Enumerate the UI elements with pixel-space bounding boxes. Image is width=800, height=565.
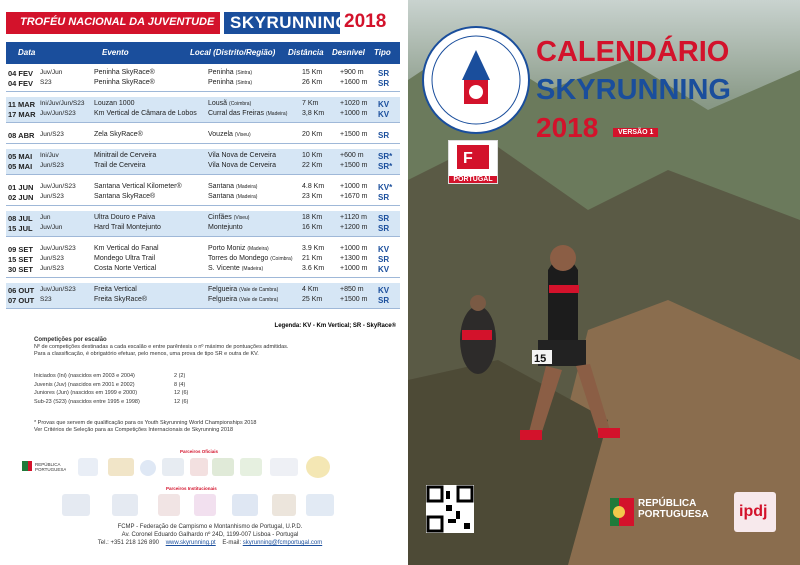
event-date: 11 MAR xyxy=(8,100,36,109)
republica-logo xyxy=(22,458,66,474)
header-year: 2018 xyxy=(344,11,387,32)
svg-text:REPÚBLICA: REPÚBLICA xyxy=(35,462,61,467)
event-distance: 26 Km xyxy=(302,79,323,86)
table-row xyxy=(6,296,400,306)
footer-contacts xyxy=(60,539,360,547)
partner-logo xyxy=(240,458,262,476)
event-distance: 3.6 Km xyxy=(302,265,325,272)
location-region: (Coimbra) xyxy=(229,101,252,107)
level-value: 12 (6) xyxy=(174,398,189,405)
event-location xyxy=(208,265,263,272)
event-location xyxy=(208,214,249,221)
event-distance: 21 Km xyxy=(302,255,323,262)
event-distance: 7 Km xyxy=(302,100,319,107)
location-region: (Sintra) xyxy=(235,70,253,76)
table-row xyxy=(6,224,400,234)
email-label: E-mail: xyxy=(222,540,242,546)
footer-org: FCMP - Federação de Campismo e Montanhismo de Portugal, U.P.D. xyxy=(117,524,303,530)
location-region: (Madeira) xyxy=(265,111,288,117)
event-elevation: +1500 m xyxy=(340,131,368,138)
level-item xyxy=(34,381,204,390)
level-value: 2 (2) xyxy=(174,373,186,379)
col-distancia: Distância xyxy=(288,48,324,57)
location-name: Felgueira xyxy=(208,296,238,303)
table-row xyxy=(6,131,400,141)
notes xyxy=(34,420,256,434)
event-elevation: +1600 m xyxy=(340,79,368,86)
level-label: Sub-23 (S23) (nascidos entre 1995 e 1998) xyxy=(34,398,140,405)
event-name: Louzan 1000 xyxy=(94,100,135,107)
competition-line: Para a classificação, é obrigatório efetuar, pelo menos, uma prova de tipo SR e outra de KV. xyxy=(34,351,259,357)
location-region: (Vale de Cambra) xyxy=(239,287,279,293)
event-date: 07 OUT xyxy=(8,296,35,305)
event-elevation: +1300 m xyxy=(340,255,368,262)
skyrunning-brand: SKYRUNNING xyxy=(224,12,340,34)
email-link[interactable]: skyrunning@fcmportugal.com xyxy=(242,540,323,546)
event-name: Trail de Cerveira xyxy=(94,162,146,169)
partner-logo xyxy=(158,494,180,516)
level-label: Juniores (Jun) (nascidos em 1999 e 2000) xyxy=(34,390,138,396)
event-elevation: +1670 m xyxy=(340,193,368,200)
location-name: Montejunto xyxy=(208,224,243,231)
note-line: Ver Critérios de Seleção para as Competições Internacionais de Skyrunning 2018 xyxy=(34,427,234,433)
table-row xyxy=(6,265,400,275)
cover-title-year: 2018 xyxy=(536,112,599,143)
event-type: KV xyxy=(378,100,390,109)
fcmp-portugal-logo xyxy=(448,140,498,184)
location-name: Peninha xyxy=(208,79,234,86)
event-date: 17 MAR xyxy=(8,110,36,119)
event-category: Ini/Juv/Jun/S23 xyxy=(40,100,85,107)
event-category: Juv/Jun/S23 xyxy=(40,245,76,252)
location-name: Cinfães xyxy=(208,214,232,221)
table-row xyxy=(6,69,400,79)
partner-logo xyxy=(194,494,216,516)
event-group xyxy=(6,128,400,144)
event-name: Minitrail de Cerveira xyxy=(94,152,157,159)
note-line: * Provas que servem de qualificação para os Youth Skyrunning World Championships 2018 xyxy=(34,420,257,426)
event-date: 08 ABR xyxy=(8,131,35,140)
event-name: Zela SkyRace® xyxy=(94,131,143,138)
footer-address: Av. Coronel Eduardo Galhardo nº 24D, 1199-007 Lisboa - Portugal xyxy=(121,532,299,538)
event-elevation: +1020 m xyxy=(340,100,368,107)
qr-code[interactable] xyxy=(426,485,474,533)
event-distance: 20 Km xyxy=(302,131,323,138)
event-type: SR xyxy=(378,296,390,305)
event-category: Jun/S23 xyxy=(40,193,64,200)
event-date: 06 OUT xyxy=(8,286,35,295)
event-group xyxy=(6,242,400,278)
partner-logo xyxy=(306,456,330,478)
event-date: 04 FEV xyxy=(8,69,34,78)
event-category: S23 xyxy=(40,296,52,303)
event-elevation: +1000 m xyxy=(340,183,368,190)
event-date: 08 JUL xyxy=(8,214,33,223)
event-category: Juv/Jun/S23 xyxy=(40,110,76,117)
event-category: Jun/S23 xyxy=(40,162,64,169)
table-row xyxy=(6,162,400,172)
event-location xyxy=(208,245,269,252)
event-name: Hard Trail Montejunto xyxy=(94,224,161,231)
event-type: KV xyxy=(378,245,390,254)
ipdj-logo xyxy=(734,492,776,532)
event-distance: 23 Km xyxy=(302,193,323,200)
event-name: Costa Norte Vertical xyxy=(94,265,157,272)
location-region: (Madeira) xyxy=(241,266,264,272)
event-category: Jun/S23 xyxy=(40,131,64,138)
event-type: KV xyxy=(378,286,390,295)
partner-logo xyxy=(212,458,234,476)
event-name: Peninha SkyRace® xyxy=(94,79,155,86)
event-location xyxy=(208,162,276,169)
rp-line: REPÚBLICA xyxy=(638,498,697,509)
bib-number: 15 xyxy=(534,353,547,365)
partner-logo xyxy=(272,494,296,516)
event-elevation: +1500 m xyxy=(340,296,368,303)
event-type: KV xyxy=(378,265,390,274)
table-row xyxy=(6,214,400,224)
event-distance: 3.9 Km xyxy=(302,245,325,252)
event-name: Santana SkyRace® xyxy=(94,193,156,200)
event-category: Juv/Jun/S23 xyxy=(40,286,76,293)
event-location xyxy=(208,79,252,86)
fcmp-seal-logo xyxy=(422,26,530,134)
event-name: Km Vertical de Câmara de Lobos xyxy=(94,110,197,117)
event-category: Jun/S23 xyxy=(40,255,64,262)
event-distance: 4 Km xyxy=(302,286,319,293)
col-data: Data xyxy=(18,48,36,57)
republica-emblem xyxy=(610,498,634,528)
col-tipo: Tipo xyxy=(374,48,391,57)
event-name: Mondego Ultra Trail xyxy=(94,255,156,262)
republica-text xyxy=(638,498,709,520)
fcmp-label: PORTUGAL xyxy=(449,176,497,183)
cover-panel xyxy=(408,0,800,565)
location-name: Santana xyxy=(208,193,235,200)
level-value: 12 (6) xyxy=(174,390,189,396)
event-location xyxy=(208,131,251,138)
event-name: Freita Vertical xyxy=(94,286,137,293)
location-name: Lousã xyxy=(208,100,228,107)
event-distance: 10 Km xyxy=(302,152,323,159)
event-type: KV xyxy=(378,110,390,119)
location-name: Peninha xyxy=(208,69,234,76)
event-group xyxy=(6,283,400,309)
event-type: SR xyxy=(378,214,390,223)
event-group xyxy=(6,66,400,92)
event-location xyxy=(208,69,252,76)
location-region: (Madeira) xyxy=(247,246,269,252)
event-type: SR xyxy=(378,255,390,264)
event-date: 01 JUN xyxy=(8,183,34,192)
institutional-partners-title: Parceiros Institucionais xyxy=(166,486,217,491)
event-location xyxy=(208,183,257,190)
location-name: Porto Moniz xyxy=(208,245,246,252)
location-region: (Madeira) xyxy=(236,194,258,200)
location-name: Vila Nova de Cerveira xyxy=(208,162,276,169)
footer-tel: Tel.: +351 218 126 890 xyxy=(97,540,160,546)
event-distance: 22 Km xyxy=(302,162,323,169)
event-category: Juv/Jun xyxy=(40,224,63,231)
event-location xyxy=(208,152,276,159)
partner-logo xyxy=(232,494,258,516)
event-elevation: +1000 m xyxy=(340,245,368,252)
event-date: 05 MAI xyxy=(8,152,33,161)
legend: Legenda: KV - Km Vertical; SR - SkyRace® xyxy=(274,323,396,329)
partner-logo xyxy=(62,494,90,516)
table-row xyxy=(6,183,400,193)
event-location xyxy=(208,286,278,293)
event-category: Juv/Jun xyxy=(40,69,63,76)
table-row xyxy=(6,152,400,162)
event-location xyxy=(208,224,243,231)
table-row xyxy=(6,100,400,110)
event-type: SR xyxy=(378,224,390,233)
event-elevation: +850 m xyxy=(340,286,364,293)
event-group xyxy=(6,97,400,123)
event-distance: 4.8 Km xyxy=(302,183,325,190)
partner-logo xyxy=(306,494,334,516)
level-label: Iniciados (Ini) (nascidos em 2003 e 2004) xyxy=(34,373,135,379)
table-row xyxy=(6,255,400,265)
event-elevation: +1500 m xyxy=(340,162,368,169)
location-region: (Viseu) xyxy=(234,132,251,138)
event-type: SR xyxy=(378,79,390,88)
official-partners-title: Parceiros Oficiais xyxy=(180,449,219,454)
partner-logo xyxy=(108,458,134,476)
partner-logo xyxy=(270,458,298,476)
event-name: Km Vertical do Fanal xyxy=(94,245,159,252)
partner-logo xyxy=(190,458,208,476)
website-link[interactable]: www.skyrunning.pt xyxy=(165,540,216,546)
event-name: Ultra Douro e Paiva xyxy=(94,214,156,221)
event-category: Ini/Juv xyxy=(40,152,59,159)
footer xyxy=(60,523,360,547)
table-row xyxy=(6,286,400,296)
event-distance: 3,8 Km xyxy=(302,110,325,117)
partner-logo xyxy=(162,458,184,476)
event-name: Freita SkyRace® xyxy=(94,296,148,303)
competition-title: Competições por escalão xyxy=(34,337,107,343)
event-date: 15 JUL xyxy=(8,224,33,233)
table-header xyxy=(6,42,400,64)
level-label: Juvenis (Juv) (nascidos em 2001 e 2002) xyxy=(34,381,135,388)
event-type: SR xyxy=(378,131,390,140)
event-date: 02 JUN xyxy=(8,193,34,202)
location-region: (Sintra) xyxy=(235,80,253,86)
event-distance: 25 Km xyxy=(302,296,323,303)
event-type: SR xyxy=(378,69,390,78)
event-type: KV* xyxy=(378,183,393,192)
location-name: Santana xyxy=(208,183,235,190)
event-distance: 15 Km xyxy=(302,69,323,76)
competition-block xyxy=(34,337,288,358)
event-type: SR* xyxy=(378,152,393,161)
event-category: Juv/Jun/S23 xyxy=(40,183,76,190)
table-row xyxy=(6,245,400,255)
svg-text:F: F xyxy=(463,150,473,167)
event-location xyxy=(208,110,287,117)
event-distance: 16 Km xyxy=(302,224,323,231)
calendar-header xyxy=(6,12,394,34)
event-name: Santana Vertical Kilometer® xyxy=(94,183,182,190)
event-location xyxy=(208,296,278,303)
col-local: Local (Distrito/Região) xyxy=(190,48,276,57)
level-item xyxy=(34,389,204,398)
event-category: Jun/S23 xyxy=(40,265,64,272)
event-type: SR xyxy=(378,193,390,202)
col-evento: Evento xyxy=(102,48,129,57)
partner-logo xyxy=(140,460,156,476)
event-date: 04 FEV xyxy=(8,79,34,88)
event-date: 09 SET xyxy=(8,245,34,254)
partner-logo xyxy=(112,494,138,516)
svg-text:ipdj: ipdj xyxy=(739,503,768,520)
location-region: (Vale de Cambra) xyxy=(239,297,279,303)
competition-line: Nº de competições destinadas a cada escalão e entre parêntesis o nº máximo de pontuações admitidas. xyxy=(34,344,289,350)
event-elevation: +900 m xyxy=(340,69,364,76)
table-row xyxy=(6,79,400,89)
event-group xyxy=(6,211,400,237)
event-group xyxy=(6,149,400,175)
event-elevation: +1120 m xyxy=(340,214,367,221)
location-name: Vila Nova de Cerveira xyxy=(208,152,276,159)
version-badge: VERSÃO 1 xyxy=(613,128,658,137)
event-elevation: +600 m xyxy=(340,152,364,159)
level-value: 8 (4) xyxy=(174,381,186,388)
cover-title-calendar: CALENDÁRIO xyxy=(536,36,730,68)
table-row xyxy=(6,193,400,203)
cover-title-skyrunning: SKYRUNNING xyxy=(536,74,731,106)
event-date: 30 SET xyxy=(8,265,34,274)
location-name: Torres do Mondego xyxy=(208,255,269,262)
location-region: (Madeira) xyxy=(236,184,258,190)
event-group xyxy=(6,180,400,206)
table-row xyxy=(6,110,400,120)
location-region: (Viseu) xyxy=(233,215,250,221)
location-region: (Coimbra) xyxy=(270,256,293,262)
event-type: SR* xyxy=(378,162,393,171)
event-location xyxy=(208,193,257,200)
svg-text:PORTUGUESA: PORTUGUESA xyxy=(35,467,66,472)
location-name: Vouzela xyxy=(208,131,233,138)
event-date: 05 MAI xyxy=(8,162,33,171)
location-name: Felgueira xyxy=(208,286,238,293)
event-elevation: +1200 m xyxy=(340,224,368,231)
rp-line: PORTUGUESA xyxy=(638,509,709,520)
location-name: S. Vicente xyxy=(208,265,240,272)
event-elevation: +1000 m xyxy=(340,110,368,117)
location-name: Curral das Freiras xyxy=(208,110,265,117)
col-desnivel: Desnível xyxy=(332,48,365,57)
level-item xyxy=(34,398,204,407)
event-name: Peninha SkyRace® xyxy=(94,69,155,76)
trophy-title: TROFÉU NACIONAL DA JUVENTUDE xyxy=(6,12,220,34)
event-distance: 18 Km xyxy=(302,214,323,221)
event-elevation: +1000 m xyxy=(340,265,368,272)
ipdj-logo xyxy=(78,458,98,476)
event-category: Jun xyxy=(40,214,51,221)
event-location xyxy=(208,100,251,107)
event-category: S23 xyxy=(40,79,52,86)
event-date: 15 SET xyxy=(8,255,34,264)
event-location xyxy=(208,255,293,262)
level-item xyxy=(34,372,204,381)
levels-list xyxy=(34,372,204,406)
